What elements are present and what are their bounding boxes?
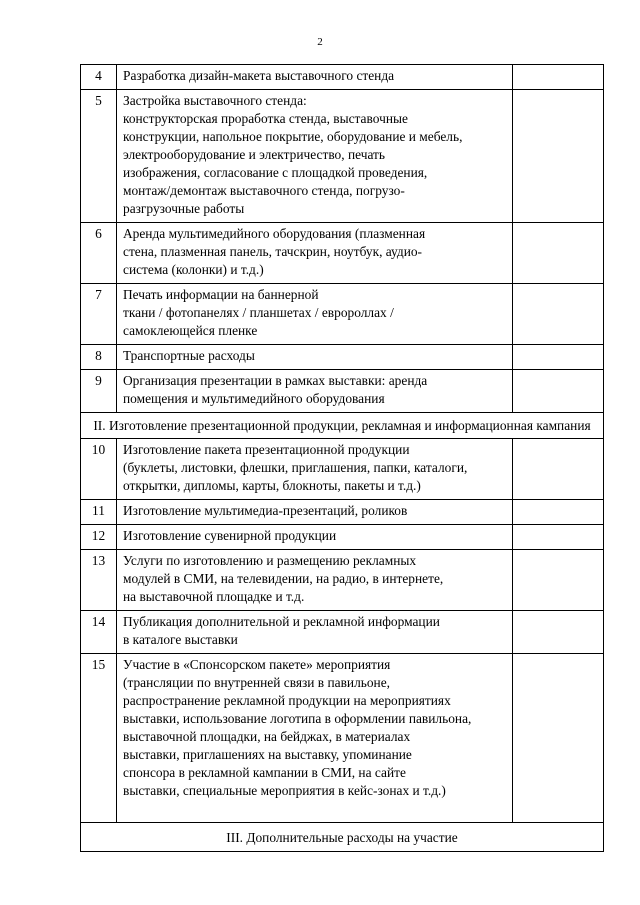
row-description: Участие в «Спонсорском пакете» мероприятия (трансляции по внутренней связи в павильоне, распространение рекламной продукции на мероприятиях выставки, использование логотипа в оформлении павильона, выставочной площадки, на бейджах, в материалах выставки, приглашениях на выставку, упоминание спонсора в рекламной кампании в СМИ, на сайте выставки, специальные мероприятия в кейс-зонах и т.д.) xyxy=(117,654,513,823)
row-number: 7 xyxy=(81,284,117,345)
row-number: 15 xyxy=(81,654,117,823)
row-number: 11 xyxy=(81,500,117,525)
row-description: Публикация дополнительной и рекламной информации в каталоге выставки xyxy=(117,611,513,654)
row-number: 10 xyxy=(81,439,117,500)
table-row xyxy=(81,65,604,90)
table-row xyxy=(81,90,604,223)
table-row xyxy=(81,345,604,370)
row-value-cell xyxy=(513,65,604,90)
expense-table xyxy=(80,64,604,852)
row-value-cell xyxy=(513,370,604,413)
row-value-cell xyxy=(513,284,604,345)
row-number: 8 xyxy=(81,345,117,370)
row-number: 5 xyxy=(81,90,117,223)
row-number: 9 xyxy=(81,370,117,413)
row-description: Изготовление мультимедиа-презентаций, роликов xyxy=(117,500,513,525)
table-row xyxy=(81,550,604,611)
row-value-cell xyxy=(513,90,604,223)
row-description: Транспортные расходы xyxy=(117,345,513,370)
row-value-cell xyxy=(513,654,604,823)
section-title: III. Дополнительные расходы на участие xyxy=(81,823,604,852)
row-number: 13 xyxy=(81,550,117,611)
table-row xyxy=(81,611,604,654)
row-value-cell xyxy=(513,525,604,550)
row-description: Разработка дизайн-макета выставочного стенда xyxy=(117,65,513,90)
page-number: 2 xyxy=(317,36,323,48)
table-row xyxy=(81,223,604,284)
section-header-row xyxy=(81,413,604,439)
table-row xyxy=(81,439,604,500)
section-title: II. Изготовление презентационной продукции, рекламная и информационная кампания xyxy=(81,413,604,439)
row-description: Организация презентации в рамках выставки: аренда помещения и мультимедийного оборудования xyxy=(117,370,513,413)
row-value-cell xyxy=(513,550,604,611)
table-row xyxy=(81,370,604,413)
table-row xyxy=(81,654,604,823)
row-description: Аренда мультимедийного оборудования (плазменная стена, плазменная панель, тачскрин, ноутбук, аудио- система (колонки) и т.д.) xyxy=(117,223,513,284)
row-description: Услуги по изготовлению и размещению рекламных модулей в СМИ, на телевидении, на радио, в интернете, на выставочной площадке и т.д. xyxy=(117,550,513,611)
row-value-cell xyxy=(513,611,604,654)
row-value-cell xyxy=(513,223,604,284)
row-number: 4 xyxy=(81,65,117,90)
row-description: Изготовление пакета презентационной продукции (буклеты, листовки, флешки, приглашения, папки, каталоги, открытки, дипломы, карты, блокноты, пакеты и т.д.) xyxy=(117,439,513,500)
row-value-cell xyxy=(513,500,604,525)
row-description: Изготовление сувенирной продукции xyxy=(117,525,513,550)
table-row xyxy=(81,284,604,345)
row-value-cell xyxy=(513,439,604,500)
section-header-row xyxy=(81,823,604,852)
row-description: Застройка выставочного стенда: конструкторская проработка стенда, выставочные конструкции, напольное покрытие, оборудование и мебель, электрооборудование и электричество, печать изображения, согласование с площадкой проведения, монтаж/демонтаж выставочного стенда, погрузо- разгрузочные работы xyxy=(117,90,513,223)
table-row xyxy=(81,525,604,550)
table-row xyxy=(81,500,604,525)
row-value-cell xyxy=(513,345,604,370)
row-description: Печать информации на баннерной ткани / фотопанелях / планшетах / евророллах / самоклеющейся пленке xyxy=(117,284,513,345)
row-number: 6 xyxy=(81,223,117,284)
row-number: 12 xyxy=(81,525,117,550)
row-number: 14 xyxy=(81,611,117,654)
